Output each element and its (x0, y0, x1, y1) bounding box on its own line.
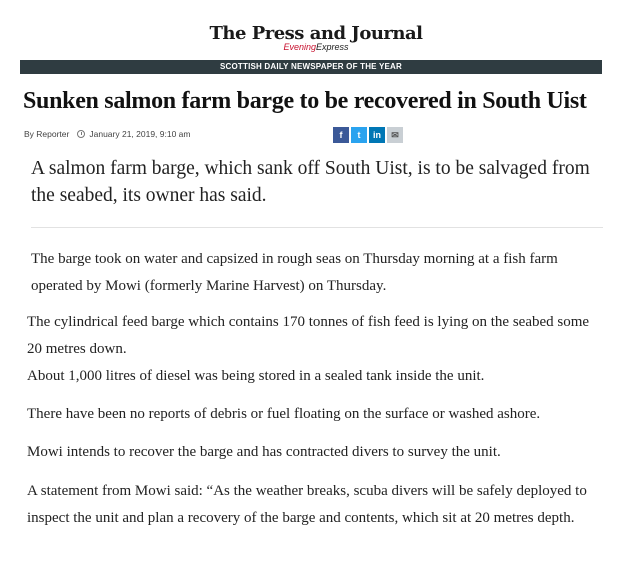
byline: By Reporter (24, 129, 70, 139)
article-paragraph: Mowi intends to recover the barge and has contracted divers to survey the unit. (27, 444, 501, 460)
evening-label: Evening (283, 42, 316, 52)
email-share-button[interactable]: ✉ (387, 127, 403, 143)
article-paragraph: A statement from Mowi said: “As the weather breaks, scuba divers will be safely deployed to inspect the unit and plan a recovery of the barge and contents, which sit at 20 metres depth. (27, 483, 587, 526)
share-buttons (333, 127, 403, 143)
facebook-share-button[interactable]: f (333, 127, 349, 143)
publish-date: January 21, 2019, 9:10 am (89, 129, 191, 139)
article-paragraph: The barge took on water and capsized in rough seas on Thursday morning at a fish farm operated by Mowi (formerly Marine Harvest) on Thursday. (31, 251, 558, 294)
article-lede: A salmon farm barge, which sank off South Uist, is to be salvaged from the seabed, its owner has said. (31, 158, 590, 206)
masthead[interactable] (0, 24, 632, 52)
article-headline: Sunken salmon farm barge to be recovered in South Uist (23, 88, 587, 114)
twitter-share-button[interactable]: t (351, 127, 367, 143)
clock-icon (77, 130, 85, 138)
masthead-logo[interactable]: The Press and Journal (209, 23, 423, 44)
article-meta (24, 129, 190, 139)
express-label: Express (316, 42, 349, 52)
linkedin-share-button[interactable]: in (369, 127, 385, 143)
masthead-sub-logo (0, 42, 632, 52)
article-paragraph: About 1,000 litres of diesel was being stored in a sealed tank inside the unit. (27, 368, 485, 384)
award-banner: SCOTTISH DAILY NEWSPAPER OF THE YEAR (20, 60, 602, 74)
divider (31, 227, 603, 228)
article-paragraph: There have been no reports of debris or fuel floating on the surface or washed ashore. (27, 406, 541, 422)
article-paragraph: The cylindrical feed barge which contains 170 tonnes of fish feed is lying on the seabed some 20 metres down. (27, 314, 590, 357)
